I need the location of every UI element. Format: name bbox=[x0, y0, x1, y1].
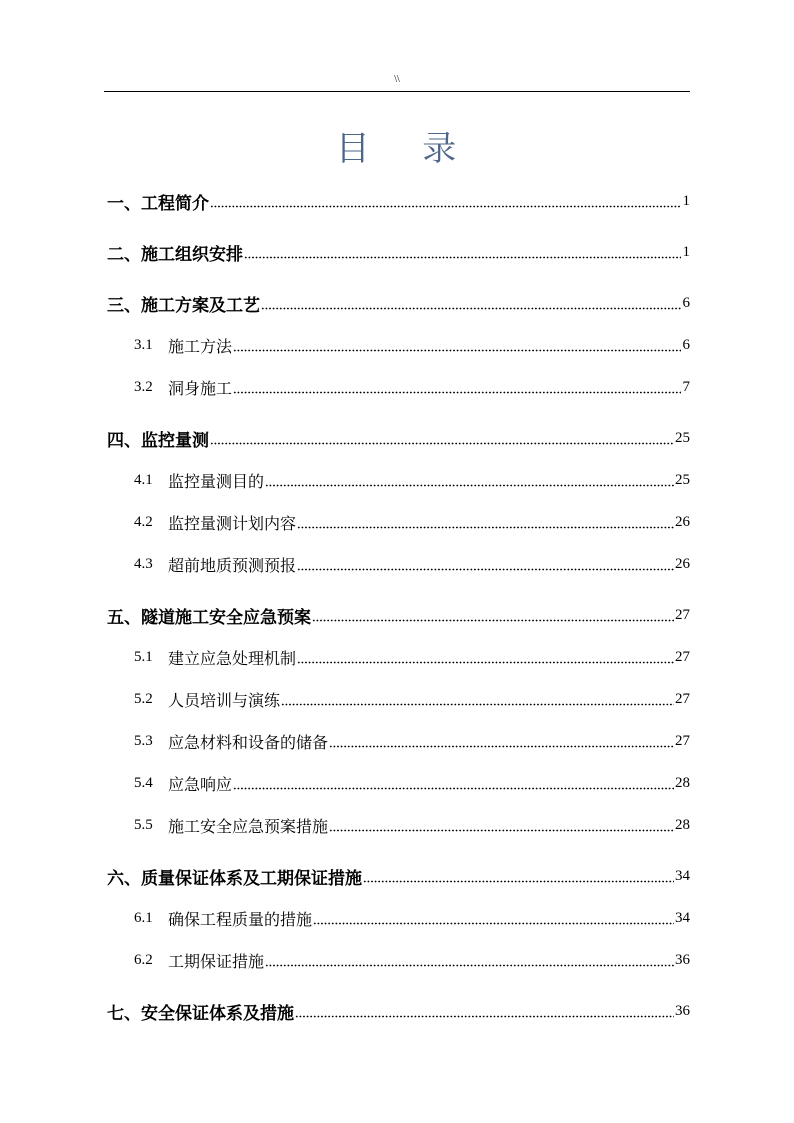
toc-subentry-page: 26 bbox=[675, 555, 690, 572]
toc-entry-page: 6 bbox=[682, 294, 690, 311]
toc-subentry-5-5[interactable] bbox=[107, 804, 690, 846]
toc-entry-page: 25 bbox=[675, 429, 690, 446]
toc-subentry-label: 监控量测计划内容 bbox=[168, 515, 297, 533]
toc-entry-page: 27 bbox=[675, 606, 690, 623]
page-header-mark: \\ bbox=[394, 74, 400, 85]
dot-leader bbox=[233, 787, 674, 790]
toc-subentry-6-2[interactable] bbox=[107, 939, 690, 981]
toc-subentry-page: 34 bbox=[675, 909, 690, 926]
dot-leader bbox=[281, 703, 674, 706]
toc-subentry-label: 超前地质预测预报 bbox=[168, 557, 297, 575]
dot-leader bbox=[297, 661, 674, 664]
toc-entry-label: 四、监控量测 bbox=[107, 430, 209, 450]
toc-entry-7[interactable] bbox=[107, 990, 690, 1032]
toc-entry-label: 一、工程简介 bbox=[107, 193, 209, 213]
dot-leader bbox=[261, 307, 681, 310]
dot-leader bbox=[265, 964, 674, 967]
toc-subentry-page: 26 bbox=[675, 513, 690, 530]
toc-subentry-label: 工期保证措施 bbox=[168, 953, 265, 971]
toc-subentry-number: 4.3 bbox=[134, 555, 153, 572]
toc-subentry-label: 应急材料和设备的储备 bbox=[168, 734, 329, 752]
toc-entry-label: 二、施工组织安排 bbox=[107, 244, 243, 264]
dot-leader bbox=[329, 745, 674, 748]
toc-entry-page: 36 bbox=[675, 1002, 690, 1019]
toc-entry-label: 三、施工方案及工艺 bbox=[107, 295, 260, 315]
toc-subentry-number: 5.3 bbox=[134, 732, 153, 749]
toc-entry-4[interactable] bbox=[107, 417, 690, 459]
toc-entry-page: 34 bbox=[675, 867, 690, 884]
toc-entry-label: 五、隧道施工安全应急预案 bbox=[107, 607, 311, 627]
dot-leader bbox=[313, 922, 674, 925]
toc-entry-label: 七、安全保证体系及措施 bbox=[107, 1003, 294, 1023]
toc-subentry-label: 人员培训与演练 bbox=[168, 692, 281, 710]
toc-subentry-number: 6.2 bbox=[134, 951, 153, 968]
toc-subentry-label: 确保工程质量的措施 bbox=[168, 911, 313, 929]
toc-subentry-number: 5.2 bbox=[134, 690, 153, 707]
dot-leader bbox=[329, 829, 674, 832]
dot-leader bbox=[297, 568, 674, 571]
toc-subentry-label: 施工方法 bbox=[168, 338, 233, 356]
toc-subentry-number: 5.5 bbox=[134, 816, 153, 833]
toc-entry-5[interactable] bbox=[107, 594, 690, 636]
toc-subentry-page: 27 bbox=[675, 690, 690, 707]
toc-subentry-number: 5.4 bbox=[134, 774, 153, 791]
toc-subentry-6-1[interactable] bbox=[107, 897, 690, 939]
toc-subentry-page: 7 bbox=[682, 378, 690, 395]
dot-leader bbox=[244, 256, 681, 259]
toc-subentry-label: 建立应急处理机制 bbox=[168, 650, 297, 668]
toc-subentry-label: 施工安全应急预案措施 bbox=[168, 818, 329, 836]
toc-entry-page: 1 bbox=[682, 192, 690, 209]
toc-subentry-4-2[interactable] bbox=[107, 501, 690, 543]
toc-entry-page: 1 bbox=[682, 243, 690, 260]
header-rule bbox=[104, 91, 690, 92]
toc-subentry-number: 3.1 bbox=[134, 336, 153, 353]
dot-leader bbox=[312, 619, 674, 622]
toc-subentry-page: 28 bbox=[675, 774, 690, 791]
toc-entry-label: 六、质量保证体系及工期保证措施 bbox=[107, 868, 362, 888]
toc-entry-2[interactable] bbox=[107, 231, 690, 273]
toc-subentry-4-3[interactable] bbox=[107, 543, 690, 585]
dot-leader bbox=[265, 484, 674, 487]
toc-subentry-5-4[interactable] bbox=[107, 762, 690, 804]
toc-subentry-label: 洞身施工 bbox=[168, 380, 233, 398]
toc-subentry-number: 3.2 bbox=[134, 378, 153, 395]
toc-subentry-page: 6 bbox=[682, 336, 690, 353]
toc-subentry-number: 4.1 bbox=[134, 471, 153, 488]
toc-subentry-4-1[interactable] bbox=[107, 459, 690, 501]
toc-subentry-number: 6.1 bbox=[134, 909, 153, 926]
toc-subentry-number: 4.2 bbox=[134, 513, 153, 530]
dot-leader bbox=[233, 349, 681, 352]
dot-leader bbox=[295, 1015, 674, 1018]
toc-subentry-5-3[interactable] bbox=[107, 720, 690, 762]
dot-leader bbox=[297, 526, 674, 529]
toc-subentry-3-2[interactable] bbox=[107, 366, 690, 408]
toc-subentry-page: 27 bbox=[675, 732, 690, 749]
toc-title: 目 录 bbox=[335, 131, 459, 168]
toc-subentry-3-1[interactable] bbox=[107, 324, 690, 366]
dot-leader bbox=[210, 442, 674, 445]
toc-subentry-page: 25 bbox=[675, 471, 690, 488]
toc-subentry-5-2[interactable] bbox=[107, 678, 690, 720]
toc-subentry-page: 27 bbox=[675, 648, 690, 665]
toc-subentry-5-1[interactable] bbox=[107, 636, 690, 678]
table-of-contents bbox=[107, 180, 690, 1032]
toc-entry-6[interactable] bbox=[107, 855, 690, 897]
toc-entry-3[interactable] bbox=[107, 282, 690, 324]
toc-entry-1[interactable] bbox=[107, 180, 690, 222]
dot-leader bbox=[233, 391, 681, 394]
toc-subentry-page: 36 bbox=[675, 951, 690, 968]
toc-subentry-label: 应急响应 bbox=[168, 776, 233, 794]
toc-subentry-number: 5.1 bbox=[134, 648, 153, 665]
dot-leader bbox=[210, 205, 681, 208]
dot-leader bbox=[363, 880, 674, 883]
toc-subentry-page: 28 bbox=[675, 816, 690, 833]
toc-subentry-label: 监控量测目的 bbox=[168, 473, 265, 491]
